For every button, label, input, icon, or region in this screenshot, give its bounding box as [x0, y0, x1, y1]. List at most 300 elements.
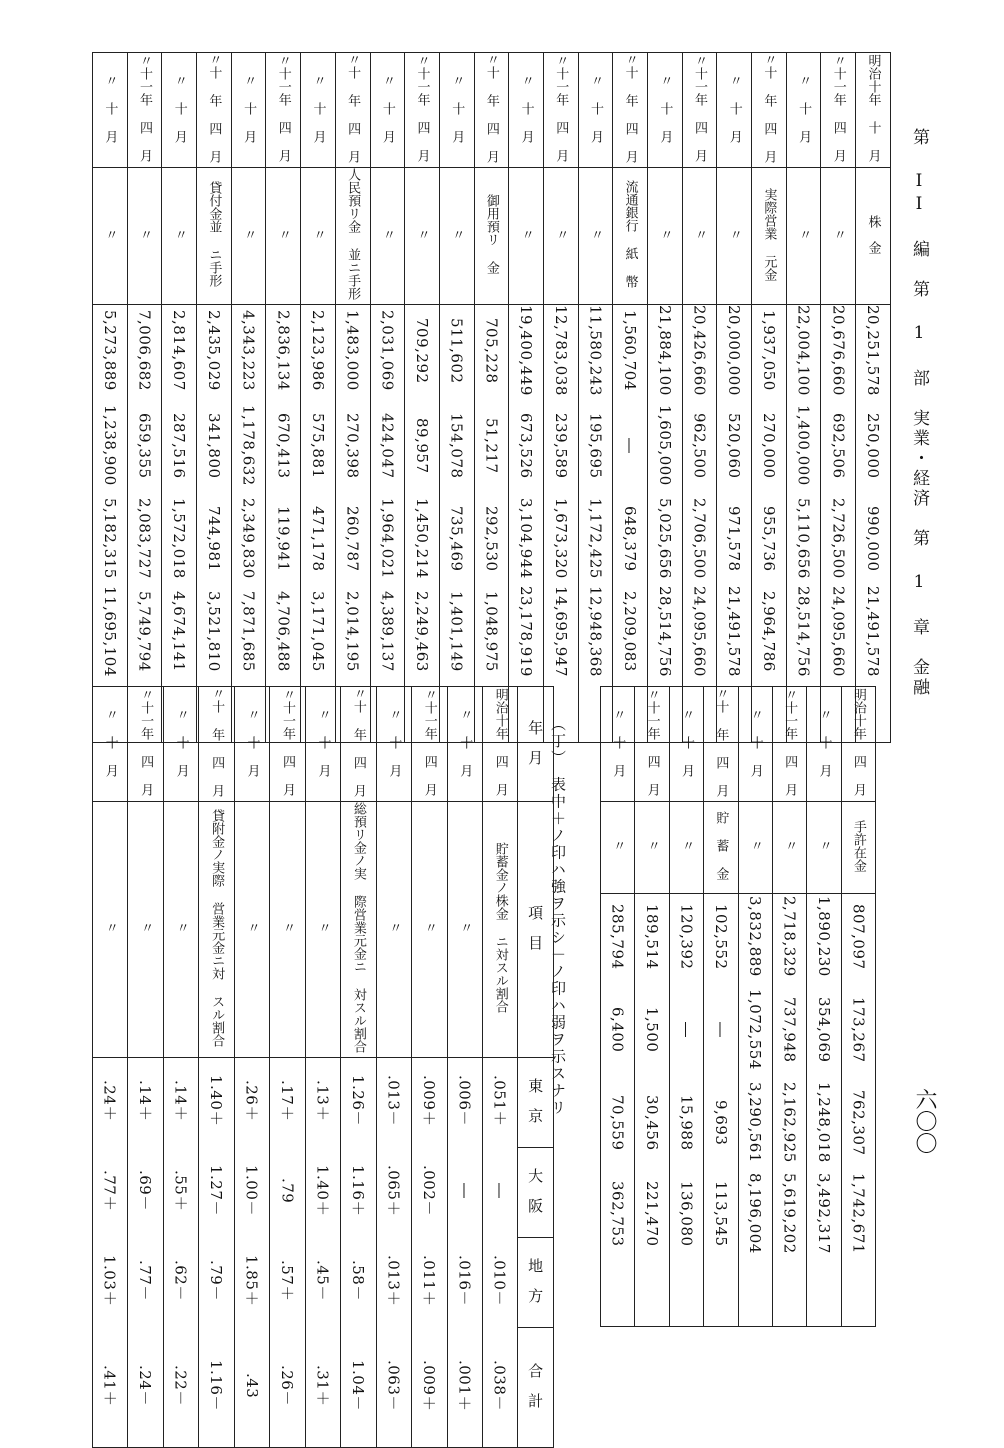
- value-cell: 1,560,704: [621, 310, 640, 391]
- row-item-label: 〃: [610, 839, 626, 852]
- table-cell: [127, 586, 162, 681]
- table-cell: [270, 802, 305, 1058]
- value-cell: .24－: [136, 1364, 155, 1406]
- table-cell: [93, 586, 128, 681]
- table3-band-5: [93, 1328, 554, 1448]
- value-cell: .77－: [136, 1260, 155, 1301]
- value-cell: .24＋: [100, 1080, 119, 1122]
- value-cell: 2,718,329: [780, 896, 799, 978]
- table-cell: [635, 687, 669, 802]
- value-cell: .065＋: [384, 1165, 403, 1216]
- table-cell: [856, 400, 891, 496]
- row-date-label: 〃十一年 四 月: [275, 54, 291, 162]
- table-cell: [841, 1170, 875, 1262]
- row-item-label: 〃: [726, 227, 742, 241]
- table-cell: [509, 496, 544, 586]
- table-cell: [704, 1262, 738, 1327]
- table-cell: [163, 1238, 198, 1328]
- table-cell: [341, 1058, 376, 1148]
- table-cell: [270, 1058, 305, 1148]
- value-cell: 1,048,975: [482, 590, 501, 672]
- value-cell: 51,217: [482, 418, 501, 474]
- value-cell: 2,249,463: [413, 590, 432, 672]
- table-cell: [439, 400, 474, 496]
- table-cell: [270, 1148, 305, 1238]
- value-cell: .43: [243, 1372, 262, 1398]
- value-cell: 19,400,449: [517, 305, 536, 396]
- table-cell: [821, 586, 856, 681]
- value-cell: .26＋: [242, 1080, 261, 1122]
- row-date-label: 〃 十 月: [102, 707, 118, 777]
- value-cell: 24,095,660: [690, 585, 709, 677]
- value-cell: 22,004,100: [794, 305, 813, 396]
- table-cell: [821, 53, 856, 168]
- value-cell: 28,514,756: [794, 585, 813, 677]
- row-date-label: 〃十 年 四 月: [206, 53, 222, 163]
- value-cell: 5,619,202: [780, 1173, 799, 1254]
- row-date-label: 〃 十 月: [747, 707, 763, 777]
- value-cell: 1,238,900: [100, 405, 119, 487]
- table-cell: [648, 496, 683, 586]
- table-cell: [305, 1058, 340, 1148]
- row-item-label: 貯蓄金ノ株金 ニ対スル割合: [492, 842, 508, 1013]
- row-date-label: 〃十 年 四 月: [622, 53, 638, 163]
- table-cell: [717, 53, 752, 168]
- value-cell: 21,491,578: [863, 585, 882, 677]
- value-cell: 3,104,944: [517, 498, 536, 580]
- value-cell: 1,483,000: [343, 310, 362, 391]
- table-cell: [162, 586, 197, 681]
- value-cell: 424,047: [378, 413, 397, 479]
- table-cell: [613, 586, 648, 681]
- row-item-label: 〃: [782, 839, 798, 852]
- table-cell: [439, 496, 474, 586]
- value-cell: 20,000,000: [725, 305, 744, 396]
- table-cell: [266, 586, 301, 681]
- table-cell: [234, 1238, 269, 1328]
- table-cell: [786, 586, 821, 681]
- value-cell: 341,800: [204, 413, 223, 479]
- table-cell: [601, 1170, 635, 1262]
- table-cell: [370, 305, 405, 400]
- value-cell: .002－: [419, 1165, 438, 1216]
- table-cell: [127, 168, 162, 305]
- value-cell: .26－: [277, 1364, 296, 1406]
- table-cell: [682, 168, 717, 305]
- table-cell: [752, 305, 787, 400]
- value-cell: 1.40＋: [207, 1075, 226, 1127]
- value-cell: 221,470: [643, 1180, 662, 1247]
- table1-band-2: [93, 305, 891, 400]
- value-cell: 3,492,317: [814, 1173, 833, 1254]
- row-date-label: 〃十 年 四 月: [209, 687, 225, 797]
- table-cell: [376, 1148, 411, 1238]
- table-cell: [439, 305, 474, 400]
- table-cell: [301, 400, 336, 496]
- table-cell: [704, 1170, 738, 1262]
- value-cell: 648,379: [621, 506, 640, 572]
- value-cell: 30,456: [643, 1094, 662, 1151]
- value-cell: 154,078: [447, 413, 466, 479]
- value-cell: .69－: [136, 1170, 155, 1211]
- value-cell: 11,580,243: [586, 305, 605, 396]
- table-cell: [266, 305, 301, 400]
- row-item-label: 〃: [587, 227, 603, 241]
- value-cell: 1.00－: [242, 1165, 261, 1216]
- value-cell: 5,273,889: [100, 310, 119, 391]
- table-cell: [199, 1238, 234, 1328]
- value-cell: 89,957: [413, 418, 432, 474]
- value-cell: 3,290,561: [746, 1082, 765, 1163]
- table-cell: [266, 168, 301, 305]
- table-cell: [335, 53, 370, 168]
- value-cell: 20,676,660: [829, 305, 848, 396]
- table-cell: [509, 53, 544, 168]
- table-cell: [578, 496, 613, 586]
- table-cell: [305, 687, 340, 802]
- value-cell: 709,292: [413, 317, 432, 384]
- value-cell: 2,209,083: [621, 590, 640, 672]
- table-cell: [231, 305, 266, 400]
- table-cell: [509, 305, 544, 400]
- table-cell: [786, 305, 821, 400]
- table-cell: [231, 586, 266, 681]
- value-cell: 735,469: [447, 506, 466, 572]
- value-cell: 575,881: [308, 413, 327, 479]
- value-cell: 119,941: [274, 506, 293, 572]
- table-cell: [93, 53, 128, 168]
- value-cell: 670,413: [274, 413, 293, 479]
- table-cell: [578, 168, 613, 305]
- table-cell: [162, 400, 197, 496]
- table-cell: [405, 400, 440, 496]
- table-cell: [270, 1328, 305, 1448]
- table-cell: [93, 1238, 128, 1328]
- value-cell: 7,871,685: [239, 590, 258, 672]
- table-cell: [578, 400, 613, 496]
- table-cell: [717, 496, 752, 586]
- data-table-reserve: [600, 686, 876, 1327]
- table-cell: [93, 1328, 128, 1448]
- table-cell: [128, 1148, 163, 1238]
- row-item-label: 〃: [310, 227, 326, 241]
- row-item-label: 〃: [138, 921, 154, 934]
- row-date-label: 〃十一年 四 月: [414, 54, 430, 162]
- value-cell: 705,228: [482, 317, 501, 384]
- table-cell: [856, 53, 891, 168]
- table-cell: [234, 1328, 269, 1448]
- value-cell: 11,695,104: [100, 585, 119, 677]
- row-item-label: 〃: [747, 839, 763, 852]
- table-cell: [482, 687, 517, 802]
- value-cell: .62－: [171, 1260, 190, 1301]
- row-date-label: 〃十一年 四 月: [782, 688, 798, 796]
- table-cell: [412, 1328, 447, 1448]
- table-cell: [439, 168, 474, 305]
- table-cell: [163, 1058, 198, 1148]
- table-cell: [234, 1058, 269, 1148]
- value-cell: 270,398: [343, 413, 362, 479]
- row-item-label: 〃: [379, 227, 395, 241]
- table-cell: [669, 1080, 703, 1170]
- value-cell: 659,355: [135, 413, 154, 479]
- value-cell: 471,178: [308, 506, 327, 572]
- column-header-cell: [518, 1328, 553, 1448]
- table-cell: [162, 496, 197, 586]
- table-cell: [93, 1148, 128, 1238]
- row-date-label: 〃十一年 四 月: [421, 688, 437, 796]
- table-cell: [197, 586, 232, 681]
- table-cell: [301, 53, 336, 168]
- table-cell: [370, 400, 405, 496]
- table-cell: [482, 1328, 517, 1448]
- value-cell: .011＋: [419, 1255, 438, 1306]
- table-cell: [601, 687, 635, 802]
- value-cell: 23,178,919: [517, 585, 536, 677]
- table-cell: [341, 802, 376, 1058]
- table-cell: [752, 168, 787, 305]
- value-cell: 21,884,100: [655, 305, 674, 396]
- table-cell: [752, 496, 787, 586]
- value-cell: 1.16－: [207, 1359, 226, 1411]
- table-cell: [841, 1080, 875, 1170]
- value-cell: 239,589: [551, 413, 570, 479]
- table-cell: [376, 802, 411, 1058]
- table-cell: [231, 53, 266, 168]
- data-table-main: [92, 52, 891, 743]
- value-cell: ―: [455, 1182, 474, 1199]
- table-cell: [856, 586, 891, 681]
- table-cell: [199, 1058, 234, 1148]
- value-cell: .17＋: [277, 1080, 296, 1122]
- table-cell: [370, 168, 405, 305]
- value-cell: 744,981: [204, 506, 223, 572]
- row-item-label: 総預リ金ノ実 際営業元金ニ 対スル割合: [350, 802, 366, 1053]
- row-date-label: 〃十一年 四 月: [692, 54, 708, 162]
- row-date-label: 〃 十 月: [610, 707, 626, 777]
- table-cell: [841, 1262, 875, 1327]
- table-cell: [412, 1058, 447, 1148]
- value-cell: 20,426,660: [690, 305, 709, 396]
- row-date-label: 〃十 年 四 月: [713, 687, 729, 797]
- column-header-cell: [518, 1058, 553, 1148]
- table-cell: [738, 802, 772, 894]
- table-cell: [752, 586, 787, 681]
- value-cell: 14,695,947: [551, 585, 570, 677]
- table-cell: [128, 1328, 163, 1448]
- table-cell: [821, 168, 856, 305]
- table-cell: [772, 687, 806, 802]
- table-cell: [447, 1328, 482, 1448]
- table-cell: [738, 1080, 772, 1170]
- table-cell: [856, 496, 891, 586]
- table-cell: [341, 1238, 376, 1328]
- table-cell: [305, 1328, 340, 1448]
- value-cell: 7,006,682: [135, 310, 154, 391]
- table-cell: [704, 894, 738, 984]
- table-cell: [738, 1170, 772, 1262]
- value-cell: ―: [711, 1021, 730, 1038]
- table-cell: [305, 1238, 340, 1328]
- column-header-cell: [518, 1238, 553, 1328]
- table-cell: [335, 400, 370, 496]
- row-date-label: 〃 十 月: [657, 73, 673, 143]
- table-cell: [682, 496, 717, 586]
- row-date-label: 〃 十 月: [678, 707, 694, 777]
- row-item-label: 〃: [553, 227, 569, 241]
- value-cell: .038－: [490, 1359, 509, 1411]
- table-cell: [447, 1148, 482, 1238]
- value-cell: 2,031,069: [378, 310, 397, 391]
- table-cell: [669, 1170, 703, 1262]
- value-cell: 1,890,230: [814, 896, 833, 978]
- row-date-label: 〃 十 月: [171, 73, 187, 143]
- row-date-label: 〃十 年 四 月: [345, 53, 361, 163]
- table-cell: [341, 1148, 376, 1238]
- table-cell: [335, 586, 370, 681]
- table-cell: [231, 496, 266, 586]
- table-cell: [717, 400, 752, 496]
- table-cell: [163, 1328, 198, 1448]
- table-cell: [509, 586, 544, 681]
- table-cell: [93, 802, 128, 1058]
- value-cell: 5,025,656: [655, 498, 674, 580]
- table-cell: [543, 496, 578, 586]
- table-cell: [752, 53, 787, 168]
- value-cell: 1,964,021: [378, 498, 397, 580]
- value-cell: 1,248,018: [814, 1082, 833, 1163]
- running-header: 第 II 編 第 1 部 実業・経済 第 1 章 金融: [909, 128, 929, 698]
- table-cell: [93, 305, 128, 400]
- row-date-label: 〃 十 月: [310, 73, 326, 143]
- value-cell: 250,000: [863, 413, 882, 479]
- table-cell: [786, 400, 821, 496]
- table-cell: [613, 400, 648, 496]
- value-cell: 2,435,029: [204, 310, 223, 391]
- table-cell: [405, 496, 440, 586]
- table-cell: [412, 687, 447, 802]
- table-cell: [738, 894, 772, 984]
- table-cell: [370, 496, 405, 586]
- value-cell: .31＋: [313, 1364, 332, 1406]
- value-cell: 1.40＋: [313, 1165, 332, 1216]
- row-date-label: 〃十一年 四 月: [279, 688, 295, 796]
- table-cell: [821, 400, 856, 496]
- table-cell: [301, 168, 336, 305]
- row-date-label: 〃 十 月: [241, 73, 257, 143]
- value-cell: .77＋: [100, 1170, 119, 1211]
- value-cell: 520,060: [725, 413, 744, 479]
- row-date-label: 〃 十 月: [379, 73, 395, 143]
- table-cell: [601, 1262, 635, 1327]
- row-item-label: 〃: [244, 921, 260, 934]
- value-cell: 2,814,607: [170, 310, 189, 391]
- row-date-label: 〃十 年 四 月: [350, 687, 366, 797]
- row-date-label: 〃 十 月: [449, 73, 465, 143]
- table-cell: [613, 168, 648, 305]
- table-cell: [482, 1058, 517, 1148]
- table-cell: [231, 400, 266, 496]
- table-cell: [447, 802, 482, 1058]
- value-cell: 4,674,141: [170, 590, 189, 672]
- table-cell: [266, 53, 301, 168]
- table-cell: [543, 168, 578, 305]
- value-cell: 1.03＋: [100, 1255, 119, 1306]
- value-cell: 2,014,195: [343, 590, 362, 672]
- row-item-label: 貸附金ノ実際 営業元金ニ対 スル割合: [209, 808, 225, 1047]
- data-table-ratios: [92, 686, 554, 1448]
- table-cell: [305, 1148, 340, 1238]
- table3-band-0: [93, 687, 554, 802]
- value-cell: .41＋: [100, 1364, 119, 1406]
- row-date-label: 〃 十 月: [796, 73, 812, 143]
- value-cell: 4,389,137: [378, 590, 397, 672]
- row-item-label: 貯 蓄 金: [713, 811, 729, 880]
- table-cell: [669, 984, 703, 1080]
- table-cell: [821, 496, 856, 586]
- table-cell: [199, 1148, 234, 1238]
- table-cell: [669, 802, 703, 894]
- column-header-label: 項 目: [526, 905, 545, 950]
- value-cell: 1.85＋: [242, 1255, 261, 1306]
- row-date-label: 〃 十 月: [102, 73, 118, 143]
- table2-band-1: [601, 802, 876, 894]
- table-cell: [197, 400, 232, 496]
- table3-caption: （丁） 表中＋ノ印ハ強ヲ示シ－ノ印ハ弱ヲ示スナリ: [549, 716, 567, 1117]
- table-cell: [786, 168, 821, 305]
- table-cell: [482, 1238, 517, 1328]
- table-cell: [635, 1170, 669, 1262]
- table-cell: [128, 1058, 163, 1148]
- row-item-label: 〃: [137, 227, 153, 241]
- table-cell: [704, 984, 738, 1080]
- value-cell: .55＋: [171, 1170, 190, 1211]
- value-cell: .051＋: [490, 1075, 509, 1127]
- value-cell: .013－: [384, 1075, 403, 1127]
- value-cell: 4,706,488: [274, 590, 293, 672]
- table-cell: [635, 1262, 669, 1327]
- table-cell: [370, 53, 405, 168]
- table-cell: [648, 586, 683, 681]
- value-cell: 1,673,320: [551, 498, 570, 580]
- table-cell: [682, 400, 717, 496]
- table-cell: [648, 168, 683, 305]
- value-cell: .79: [278, 1177, 297, 1204]
- table2-band-6: [601, 1262, 876, 1327]
- table-cell: [482, 1148, 517, 1238]
- value-cell: 1.16＋: [348, 1165, 367, 1216]
- table-cell: [376, 1328, 411, 1448]
- table-cell: [648, 400, 683, 496]
- value-cell: 762,307: [849, 1089, 868, 1156]
- table-cell: [669, 894, 703, 984]
- table-cell: [301, 586, 336, 681]
- table-cell: [635, 1080, 669, 1170]
- table-cell: [127, 400, 162, 496]
- table1-band-4: [93, 496, 891, 586]
- row-item-label: 人民預リ金 並ニ手形: [345, 168, 361, 300]
- row-item-label: 〃: [449, 227, 465, 241]
- table-cell: [601, 894, 635, 984]
- table-cell: [341, 687, 376, 802]
- row-item-label: 〃: [386, 921, 402, 934]
- row-date-label: 〃 十 月: [315, 707, 331, 777]
- table-cell: [447, 1058, 482, 1148]
- row-date-label: 〃十一年 四 月: [830, 54, 846, 162]
- table-cell: [704, 687, 738, 802]
- table-cell: [301, 496, 336, 586]
- value-cell: 1.26－: [348, 1075, 367, 1127]
